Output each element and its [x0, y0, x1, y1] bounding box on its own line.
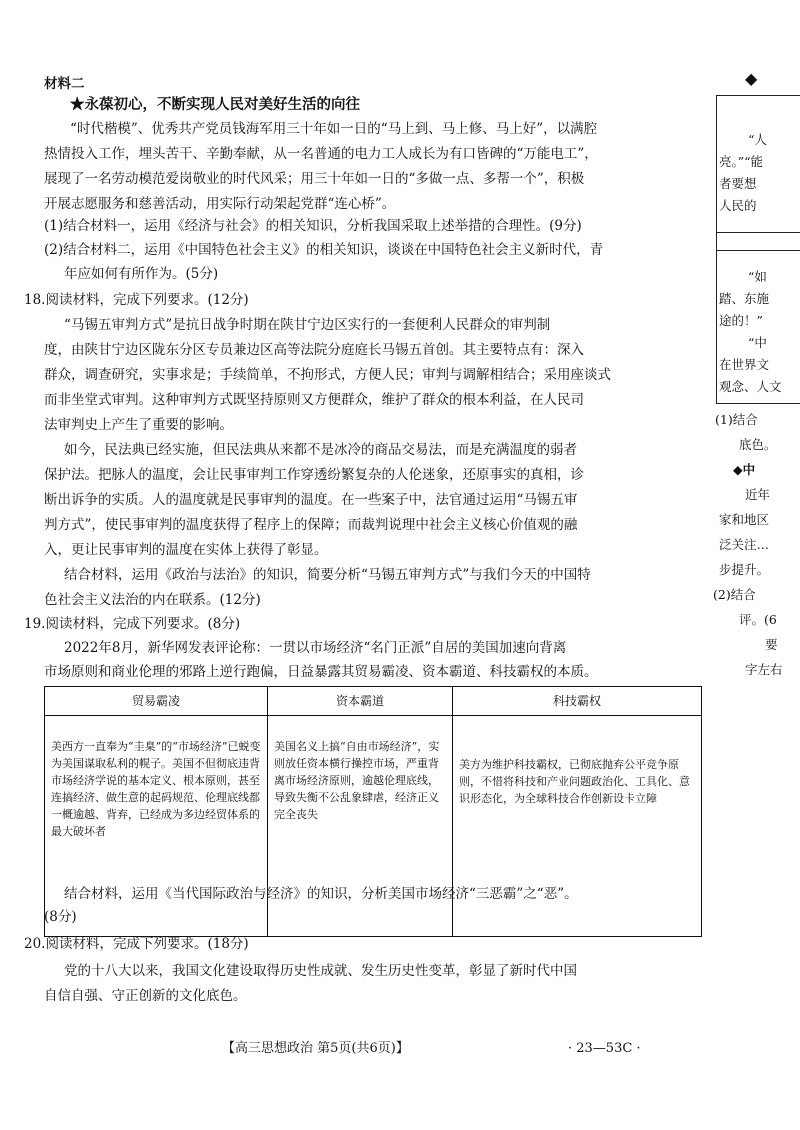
- q18-para-line: 断出诉争的实质。人的温度就是民事审判的温度。在一些案子中，法官通过运用“马锡五审: [44, 492, 578, 508]
- side-text: 亮。”“能: [719, 154, 764, 169]
- material-text-line: 展现了一名劳动模范爱岗敬业的时代风采；用三十年如一日的“多做一点、多帮一个”，积极: [44, 171, 585, 187]
- material-text-line: “时代楷模”、优秀共产党员钱海军用三十年如一日的“马上到、马上修、马上好”，以满腔: [70, 121, 598, 137]
- q19-task-cont: (8分): [44, 909, 77, 925]
- table-header-cell: 贸易霸凌: [45, 687, 268, 716]
- material-text-line: 开展志愿服务和慈善活动，用实际行动架起党群“连心桥”。: [44, 196, 396, 212]
- side-text: 家和地区: [719, 512, 770, 527]
- page-footer-right: · 23—53C ·: [568, 1041, 641, 1056]
- side-text: 者要想: [719, 176, 757, 191]
- q18-para-line: 保护法。把脉人的温度，会让民事审判工作穿透纷繁复杂的人伦迷象，还原事实的真相，诊: [44, 467, 584, 483]
- side-question: 底色。: [739, 437, 777, 452]
- side-text: 踏、东施: [719, 291, 770, 306]
- side-text: “中: [748, 335, 767, 350]
- side-text: “如: [748, 269, 767, 284]
- material-label: 材料二: [44, 76, 85, 92]
- q18-heading: 18.阅读材料，完成下列要求。(12分): [24, 292, 249, 308]
- side-text: 途的！”: [719, 313, 763, 328]
- q20-heading: 20.阅读材料，完成下列要求。(18分): [24, 936, 249, 952]
- table-header-cell: 科技霸权: [453, 687, 702, 716]
- question-1: (1)结合材料一，运用《经济与社会》的相关知识，分析我国采取上述举措的合理性。(9分): [44, 218, 582, 234]
- q18-task: 结合材料，运用《政治与法治》的知识，简要分析“马锡五审判方式”与我们今天的中国特: [64, 567, 591, 583]
- side-text: 观念、人文: [719, 379, 782, 394]
- side-text: 在世界文: [719, 357, 770, 372]
- table-cell: 美国名义上搞“自由市场经济”，实则放任资本横行操控市场，严重背离市场经济原则，逾越伦理底线，导致失衡不公乱象肆虐，经济正义完全丧失: [268, 716, 453, 937]
- side-quote-box: [716, 95, 800, 251]
- side-text: 字左右: [745, 662, 783, 677]
- q18-para-line: “马锡五审判方式”是抗日战争时期在陕甘宁边区实行的一套便利人民群众的审判制: [64, 317, 551, 333]
- material-text-line: 热情投入工作，埋头苦干、辛勤奉献，从一名普通的电力工人成长为有口皆碑的“万能电工”，: [44, 146, 598, 162]
- q18-para-line: 群众，调查研究，实事求是；手续简单，不拘形式，方便人民；审判与调解相结合；采用座谈式: [44, 367, 611, 383]
- q19-heading: 19.阅读材料，完成下列要求。(8分): [24, 616, 241, 632]
- side-subheading: ◆中: [733, 462, 756, 477]
- side-text: 近年: [745, 487, 771, 502]
- q18-para-line: 判方式”，使民事审判的温度获得了程序上的保障；而裁判说理中社会主义核心价值观的融: [44, 517, 578, 533]
- next-page-edge: [705, 0, 800, 1130]
- side-text: 步提升。: [719, 562, 770, 577]
- q18-para-line: 度，由陕甘宁边区陇东分区专员兼边区高等法院分庭庭长马锡五首创。其主要特点有：深入: [44, 342, 584, 358]
- question-2: (2)结合材料二，运用《中国特色社会主义》的相关知识，谈谈在中国特色社会主义新时代，青: [44, 242, 604, 258]
- q20-para: 党的十八大以来，我国文化建设取得历史性成就、发生历史性变革，彰显了新时代中国: [64, 963, 577, 979]
- side-text: 人民的: [719, 198, 757, 213]
- material-title: ★永葆初心，不断实现人民对美好生活的向往: [70, 96, 360, 113]
- q18-para-line: 法审判史上产生了重要的影响。: [44, 417, 233, 433]
- page-footer-left: 【高三思想政治 第5页(共6页)】: [222, 1041, 409, 1056]
- q18-para-line: 而非坐堂式审判。这种审判方式既坚持原则又方便群众，维护了群众的根本利益，在人民司: [44, 392, 584, 408]
- q18-task-cont: 色社会主义法治的内在联系。(12分): [44, 592, 261, 608]
- q18-para-line: 如今，民法典已经实施，但民法典从来都不是冰冷的商品交易法，而是充满温度的弱者: [64, 442, 577, 458]
- question-2-cont: 年应如何有所作为。(5分): [64, 266, 219, 282]
- side-text: 要: [765, 637, 778, 652]
- q19-intro-cont: 市场原则和商业伦理的邪路上逆行跑偏，日益暴露其贸易霸凌、资本霸道、科技霸权的本质。: [44, 664, 598, 680]
- side-text: “人: [748, 132, 767, 147]
- side-text: 泛关注…: [719, 537, 770, 552]
- table-header-cell: 资本霸道: [268, 687, 453, 716]
- table-cell: 美方为维护科技霸权，已彻底抛弃公平竞争原则，不惜将科技和产业问题政治化、工具化、意识形态化，为全球科技合作创新设卡立障: [453, 716, 702, 937]
- q19-intro: 2022年8月，新华网发表评论称：一贯以市场经济“名门正派”自居的美国加速向背离: [64, 640, 567, 656]
- q19-task: 结合材料，运用《当代国际政治与经济》的知识，分析美国市场经济“三恶霸”之“恶”。: [64, 886, 578, 902]
- q18-para-line: 入，更让民事审判的温度在实体上获得了彰显。: [44, 542, 328, 558]
- side-question: (2)结合: [713, 587, 756, 602]
- diamond-icon: ◆: [745, 69, 758, 88]
- side-question: (1)结合: [715, 412, 758, 427]
- table-header-row: [45, 687, 702, 716]
- q20-para-cont: 自信自强、守正创新的文化底色。: [44, 988, 247, 1004]
- table-cell: 美西方一直奉为“圭臬”的“市场经济”已蜕变为美国谋取私利的幌子。美国不但彻底违背市场经济学说的基本定义、根本原则，甚至连搞经济、做生意的起码规范、伦理底线都一概逾越、背弃，已经成为多边经贸体系的最大破坏者: [45, 716, 268, 937]
- side-question: 评。(6: [739, 612, 777, 627]
